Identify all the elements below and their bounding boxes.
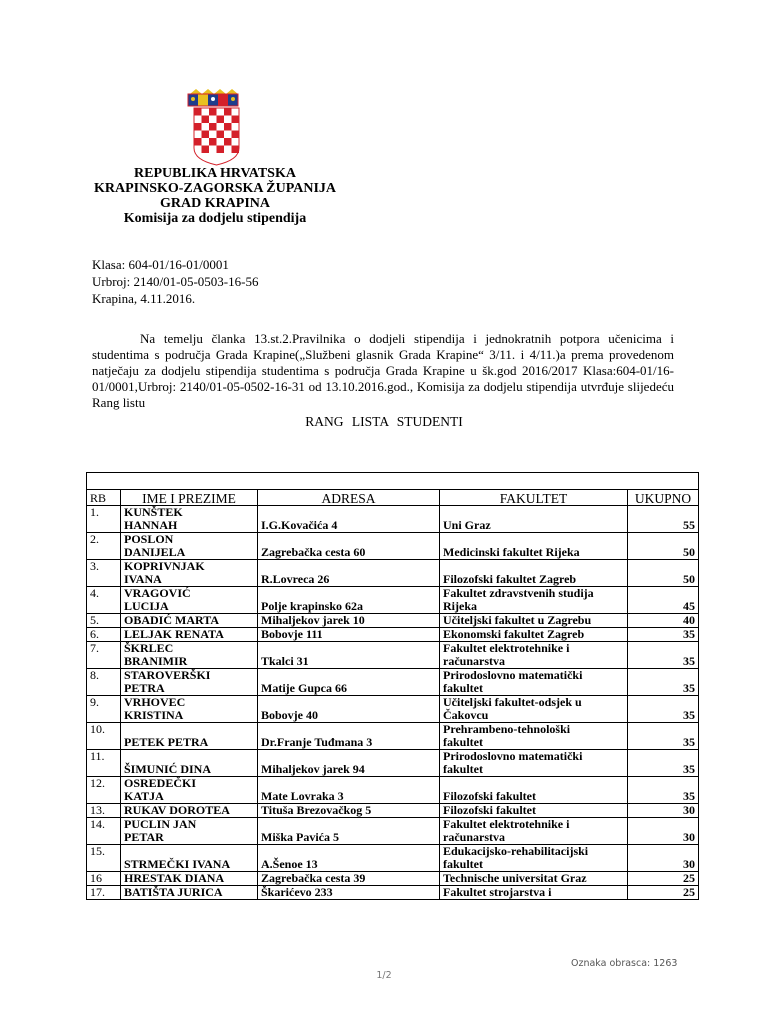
- name-cell: [121, 628, 258, 642]
- address-cell: Matije Gupca 66: [258, 669, 440, 696]
- points-cell: 30: [628, 818, 699, 845]
- name-line-2: STRMEČKI IVANA: [124, 857, 231, 871]
- name-line-2: HRESTAK DIANA: [124, 871, 225, 885]
- points-cell: 50: [628, 560, 699, 587]
- address-cell: Tkalci 31: [258, 642, 440, 669]
- faculty-line-2: fakultet: [443, 681, 483, 695]
- table-row: [87, 818, 699, 845]
- name-line-1: VRAGOVIĆ: [124, 586, 191, 600]
- name-line-2: KATJA: [124, 789, 164, 803]
- faculty-line-1: Prirodoslovno matematički: [443, 668, 583, 682]
- faculty-cell: [440, 777, 628, 804]
- faculty-cell: [440, 560, 628, 587]
- table-row: [87, 696, 699, 723]
- name-cell: [121, 506, 258, 533]
- checkered-shield-icon: [194, 108, 239, 165]
- rb-cell: 6.: [87, 628, 121, 642]
- faculty-line-2: fakultet: [443, 735, 483, 749]
- name-line-2: OBADIĆ MARTA: [124, 613, 220, 627]
- address-cell: Polje krapinsko 62a: [258, 587, 440, 614]
- points-cell: 45: [628, 587, 699, 614]
- name-cell: [121, 845, 258, 872]
- rb-cell: 5.: [87, 614, 121, 628]
- faculty-line-1: Prehrambeno-tehnološki: [443, 722, 571, 736]
- urbroj-line: Urbroj: 2140/01-05-0503-16-56: [92, 274, 259, 289]
- name-line-2: DANIJELA: [124, 545, 186, 559]
- table-empty-row: [87, 473, 699, 490]
- faculty-line-2: Ekonomski fakultet Zagreb: [443, 627, 585, 641]
- address-cell: Zagrebačka cesta 60: [258, 533, 440, 560]
- header-fakultet: FAKULTET: [440, 490, 628, 506]
- faculty-line-1: Fakultet elektrotehnike i: [443, 641, 570, 655]
- name-line-2: IVANA: [124, 572, 162, 586]
- address-cell: I.G.Kovačića 4: [258, 506, 440, 533]
- table-row: [87, 845, 699, 872]
- faculty-line-2: Technische universitat Graz: [443, 871, 587, 885]
- header-ukupno: UKUPNO: [628, 490, 699, 506]
- name-cell: [121, 696, 258, 723]
- table-row: [87, 533, 699, 560]
- faculty-line-2: fakultet: [443, 762, 483, 776]
- name-line-2: ŠIMUNIĆ DINA: [124, 762, 212, 776]
- name-line-2: LELJAK RENATA: [124, 627, 224, 641]
- points-cell: 25: [628, 886, 699, 900]
- name-line-2: PETAR: [124, 830, 164, 844]
- points-cell: 35: [628, 723, 699, 750]
- header-line-republic: REPUBLIKA HRVATSKA: [134, 166, 296, 181]
- rb-cell: 1.: [87, 506, 121, 533]
- name-line-2: BATIŠTA JURICA: [124, 885, 223, 899]
- rb-cell: 15.: [87, 845, 121, 872]
- points-cell: 30: [628, 804, 699, 818]
- address-cell: Dr.Franje Tuđmana 3: [258, 723, 440, 750]
- name-cell: [121, 533, 258, 560]
- points-cell: 35: [628, 696, 699, 723]
- name-line-2: HANNAH: [124, 518, 178, 532]
- faculty-cell: [440, 628, 628, 642]
- points-cell: 55: [628, 506, 699, 533]
- faculty-cell: [440, 614, 628, 628]
- rb-cell: 7.: [87, 642, 121, 669]
- faculty-cell: [440, 723, 628, 750]
- document-header: [60, 166, 370, 226]
- faculty-line-2: Filozofski fakultet: [443, 803, 536, 817]
- header-line-city: GRAD KRAPINA: [159, 196, 271, 211]
- table-row: [87, 642, 699, 669]
- table-row: [87, 614, 699, 628]
- header-adresa: ADRESA: [258, 490, 440, 506]
- name-line-1: POSLON: [124, 532, 174, 546]
- name-line-2: PETRA: [124, 681, 165, 695]
- table-row: [87, 506, 699, 533]
- name-cell: [121, 587, 258, 614]
- faculty-line-2: računarstva: [443, 654, 505, 668]
- rb-cell: 3.: [87, 560, 121, 587]
- name-line-1: ŠKRLEC: [124, 641, 174, 655]
- faculty-cell: [440, 696, 628, 723]
- name-line-2: BRANIMIR: [124, 654, 188, 668]
- table-row: [87, 628, 699, 642]
- table-row: [87, 886, 699, 900]
- rank-table: [86, 472, 699, 900]
- faculty-line-2: Učiteljski fakultet u Zagrebu: [443, 613, 592, 627]
- rb-cell: 16: [87, 872, 121, 886]
- name-line-1: VRHOVEC: [124, 695, 186, 709]
- header-line-county: KRAPINSKO-ZAGORSKA ŽUPANIJA: [93, 181, 337, 196]
- rb-cell: 2.: [87, 533, 121, 560]
- name-line-2: KRISTINA: [124, 708, 184, 722]
- table-row: [87, 587, 699, 614]
- points-cell: 35: [628, 777, 699, 804]
- faculty-cell: [440, 587, 628, 614]
- faculty-line-1: Prirodoslovno matematički: [443, 749, 583, 763]
- name-line-2: RUKAV DOROTEA: [124, 803, 230, 817]
- address-cell: Mate Lovraka 3: [258, 777, 440, 804]
- address-cell: Bobovje 111: [258, 628, 440, 642]
- faculty-cell: [440, 750, 628, 777]
- document-meta: [92, 256, 258, 307]
- table-row: [87, 723, 699, 750]
- faculty-cell: [440, 872, 628, 886]
- rb-cell: 11.: [87, 750, 121, 777]
- table-row: [87, 804, 699, 818]
- address-cell: A.Šenoe 13: [258, 845, 440, 872]
- points-cell: 50: [628, 533, 699, 560]
- name-cell: [121, 669, 258, 696]
- address-cell: Zagrebačka cesta 39: [258, 872, 440, 886]
- faculty-line-2: fakultet: [443, 857, 483, 871]
- table-row: [87, 669, 699, 696]
- table-header-row: [87, 490, 699, 506]
- points-cell: 35: [628, 628, 699, 642]
- faculty-line-2: Uni Graz: [443, 518, 491, 532]
- faculty-line-2: Filozofski fakultet: [443, 789, 536, 803]
- address-cell: Miška Pavića 5: [258, 818, 440, 845]
- address-cell: Tituša Brezovačkog 5: [258, 804, 440, 818]
- points-cell: 30: [628, 845, 699, 872]
- name-cell: [121, 818, 258, 845]
- address-cell: Škarićevo 233: [258, 886, 440, 900]
- faculty-line-2: Medicinski fakultet Rijeka: [443, 545, 580, 559]
- faculty-line-1: Učiteljski fakultet-odsjek u: [443, 695, 582, 709]
- name-line-1: PUCLIN JAN: [124, 817, 197, 831]
- name-cell: [121, 886, 258, 900]
- rb-cell: 17.: [87, 886, 121, 900]
- name-cell: [121, 872, 258, 886]
- table-row: [87, 560, 699, 587]
- rb-cell: 13.: [87, 804, 121, 818]
- points-cell: 35: [628, 750, 699, 777]
- name-line-2: LUCIJA: [124, 599, 169, 613]
- header-ime: IME I PREZIME: [121, 490, 258, 506]
- name-cell: [121, 750, 258, 777]
- name-line-2: PETEK PETRA: [124, 735, 209, 749]
- faculty-cell: [440, 533, 628, 560]
- name-line-1: STAROVERŠKI: [124, 668, 211, 682]
- faculty-line-1: Edukacijsko-rehabilitacijski: [443, 844, 589, 858]
- table-row: [87, 777, 699, 804]
- rb-cell: 12.: [87, 777, 121, 804]
- faculty-cell: [440, 506, 628, 533]
- place-date-line: Krapina, 4.11.2016.: [92, 291, 196, 306]
- address-cell: Mihaljekov jarek 94: [258, 750, 440, 777]
- faculty-line-2: Čakovcu: [443, 708, 489, 722]
- rb-cell: 9.: [87, 696, 121, 723]
- name-cell: [121, 777, 258, 804]
- address-cell: Bobovje 40: [258, 696, 440, 723]
- faculty-cell: [440, 669, 628, 696]
- rb-cell: 4.: [87, 587, 121, 614]
- table-row: [87, 750, 699, 777]
- faculty-cell: [440, 804, 628, 818]
- list-title: RANG LISTA STUDENTI: [305, 414, 463, 429]
- faculty-line-2: računarstva: [443, 830, 505, 844]
- name-cell: [121, 804, 258, 818]
- table-row: [87, 872, 699, 886]
- name-cell: [121, 642, 258, 669]
- page-number: 1/2: [376, 970, 392, 981]
- points-cell: 35: [628, 642, 699, 669]
- rb-cell: 8.: [87, 669, 121, 696]
- name-line-1: KUNŠTEK: [124, 505, 183, 519]
- name-line-1: KOPRIVNJAK: [124, 559, 205, 573]
- points-cell: 35: [628, 669, 699, 696]
- crown-icon: [188, 89, 238, 106]
- address-cell: Mihaljekov jarek 10: [258, 614, 440, 628]
- faculty-cell: [440, 642, 628, 669]
- name-cell: [121, 614, 258, 628]
- name-cell: [121, 560, 258, 587]
- faculty-cell: [440, 818, 628, 845]
- faculty-cell: [440, 845, 628, 872]
- faculty-line-2: Filozofski fakultet Zagreb: [443, 572, 577, 586]
- rb-cell: 14.: [87, 818, 121, 845]
- faculty-line-1: Fakultet elektrotehnike i: [443, 817, 570, 831]
- header-line-commission: Komisija za dodjelu stipendija: [123, 211, 307, 226]
- coat-of-arms-icon: [186, 88, 246, 166]
- name-cell: [121, 723, 258, 750]
- faculty-cell: [440, 886, 628, 900]
- rb-cell: 10.: [87, 723, 121, 750]
- header-rb: RB: [87, 490, 121, 506]
- address-cell: R.Lovreca 26: [258, 560, 440, 587]
- faculty-line-1: Fakultet zdravstvenih studija: [443, 586, 594, 600]
- klasa-line: Klasa: 604-01/16-01/0001: [92, 257, 229, 272]
- form-code: Oznaka obrasca: 1263: [571, 958, 678, 969]
- points-cell: 40: [628, 614, 699, 628]
- name-line-1: OSREDEČKI: [124, 776, 197, 790]
- faculty-line-2: Fakultet strojarstva i: [443, 885, 552, 899]
- points-cell: 25: [628, 872, 699, 886]
- intro-paragraph: Na temelju članka 13.st.2.Pravilnika o dodjeli stipendija i jednokratnih potpora učenicima i studentima s područja Grada Krapine(„Službeni glasnik Grada Krapine“ 3/11. i 4/11.)a prema provedenom natječaju za dodjelu stipendija studentima s područja Grada Krapine u šk.god 2016/2017 Klasa:604-01/16-01/0001,Urbroj: 2140/01-05-0502-16-31 od 13.10.2016.god., Komisija za dodjelu stipendija utvrđuje slijedeću Rang listu: [92, 331, 674, 410]
- faculty-line-2: Rijeka: [443, 599, 477, 613]
